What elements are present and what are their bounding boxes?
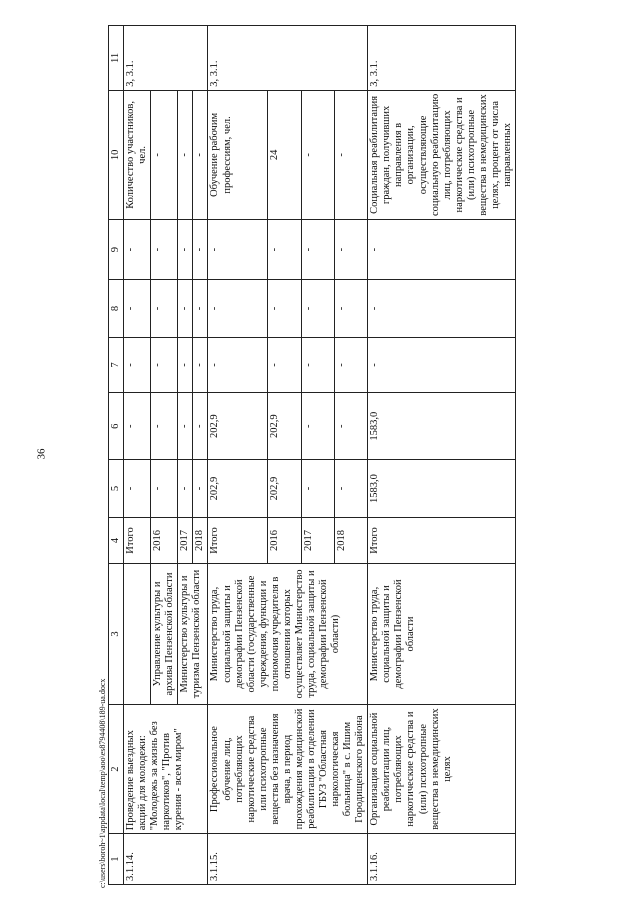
reference-cell: 3, 3.1.: [124, 26, 208, 91]
value-cell: -: [334, 393, 367, 460]
col-header: 4: [109, 517, 124, 563]
value-cell: -: [368, 337, 516, 392]
value-cell: -: [193, 280, 208, 338]
value-cell: -: [151, 280, 178, 338]
table-row: [368, 26, 516, 885]
value-cell: -: [334, 460, 367, 518]
value-cell: -: [268, 280, 301, 338]
value-cell: -: [151, 220, 178, 280]
year-cell: Итого: [208, 517, 268, 563]
value-cell: -: [301, 460, 334, 518]
col-header: 9: [109, 220, 124, 280]
indicator-cell: -: [178, 90, 193, 219]
value-cell: -: [268, 220, 301, 280]
row-number: 3.1.16.: [368, 834, 516, 885]
value-cell: -: [151, 337, 178, 392]
indicator-cell: 24: [268, 90, 301, 219]
value-cell: -: [124, 337, 151, 392]
year-cell: 2017: [178, 517, 193, 563]
value-cell: -: [151, 460, 178, 518]
year-cell: Итого: [124, 517, 151, 563]
value-cell: -: [193, 220, 208, 280]
value-cell: -: [178, 460, 193, 518]
value-cell: -: [178, 337, 193, 392]
value-cell: -: [301, 393, 334, 460]
rotated-page-content: [108, 25, 595, 885]
value-cell: -: [124, 460, 151, 518]
value-cell: 202,9: [268, 393, 301, 460]
file-path-footer: c:\users\boroh~1\appdata\local\temp\aoo\es8794408\189-ua.docx: [98, 678, 107, 888]
year-cell: 2018: [193, 517, 208, 563]
page-number: 36: [35, 448, 48, 460]
indicator-cell: Социальная реабилитация граждан, получивших направления в организации, осуществляющие социальную реабилитацию лиц, потребляющих наркотические средства и (или) психотропные вещества в немедицинских целях, процент от числа направленных: [368, 90, 516, 219]
year-cell: 2018: [334, 517, 367, 563]
row-number: 3.1.15.: [208, 834, 368, 885]
value-cell: -: [193, 460, 208, 518]
value-cell: -: [124, 280, 151, 338]
col-header: 5: [109, 460, 124, 518]
value-cell: -: [178, 280, 193, 338]
executor: Министерство труда, социальной защиты и демографии Пензенской области: [368, 564, 516, 705]
table-row: [124, 26, 151, 885]
value-cell: -: [301, 280, 334, 338]
value-cell: -: [124, 393, 151, 460]
value-cell: -: [301, 337, 334, 392]
reference-cell: 3, 3.1.: [368, 26, 516, 91]
indicator-cell: -: [334, 90, 367, 219]
year-cell: 2016: [151, 517, 178, 563]
col-header: 6: [109, 393, 124, 460]
value-cell: -: [368, 220, 516, 280]
value-cell: 202,9: [208, 393, 268, 460]
executor: [124, 564, 151, 705]
col-header: 11: [109, 26, 124, 91]
header-row: [109, 26, 124, 885]
executor: Управление культуры и архива Пензенской области: [151, 564, 178, 705]
value-cell: -: [178, 393, 193, 460]
indicator-cell: Количество участников, чел.: [124, 90, 151, 219]
value-cell: -: [193, 393, 208, 460]
col-header: 10: [109, 90, 124, 219]
indicator-cell: -: [301, 90, 334, 219]
value-cell: 202,9: [208, 460, 268, 518]
row-number: 3.1.14.: [124, 834, 208, 885]
col-header: 7: [109, 337, 124, 392]
value-cell: -: [178, 220, 193, 280]
executor: Министерство труда, социальной защиты и демографии Пензенской области (государственные учреждения, функции и полномочия учредителя в отношении которых осуществляет Министерство труда, социальной защиты и демографии Пензенской области): [208, 564, 368, 705]
activity-name: Организация социальной реабилитации лиц, потребляющих наркотические средства и (или) психотропные вещества в немедицинских целях: [368, 704, 516, 833]
value-cell: -: [334, 337, 367, 392]
executor: Министерство культуры и туризма Пензенской области: [178, 564, 208, 705]
year-cell: 2016: [268, 517, 301, 563]
value-cell: -: [334, 220, 367, 280]
year-cell: Итого: [368, 517, 516, 563]
value-cell: -: [301, 220, 334, 280]
col-header: 1: [109, 834, 124, 885]
value-cell: -: [208, 280, 268, 338]
indicator-cell: -: [193, 90, 208, 219]
value-cell: -: [151, 393, 178, 460]
year-cell: 2017: [301, 517, 334, 563]
value-cell: -: [124, 220, 151, 280]
indicator-cell: Обучение рабочим профессиям, чел.: [208, 90, 268, 219]
col-header: 8: [109, 280, 124, 338]
value-cell: -: [334, 280, 367, 338]
value-cell: 202,9: [268, 460, 301, 518]
value-cell: 1583,0: [368, 460, 516, 518]
value-cell: -: [193, 337, 208, 392]
value-cell: 1583,0: [368, 393, 516, 460]
col-header: 3: [109, 564, 124, 705]
col-header: 2: [109, 704, 124, 833]
value-cell: -: [268, 337, 301, 392]
table-row: [208, 26, 268, 885]
indicator-cell: -: [151, 90, 178, 219]
program-activities-table: [108, 25, 516, 885]
reference-cell: 3, 3.1.: [208, 26, 368, 91]
value-cell: -: [208, 337, 268, 392]
activity-name: Проведение выездных акций для молодежи: "Молодежь за жизнь без наркотиков", "Против курения - всем миром": [124, 704, 208, 833]
value-cell: -: [208, 220, 268, 280]
activity-name: Профессиональное обучение лиц, потребляющих наркотические средства или психотропные вещества без назначения врача, в период прохождения медицинской реабилитации в отделении ГБУЗ "Областная наркологическая больница" в с. Ишим Городищенского района: [208, 704, 368, 833]
value-cell: -: [368, 280, 516, 338]
